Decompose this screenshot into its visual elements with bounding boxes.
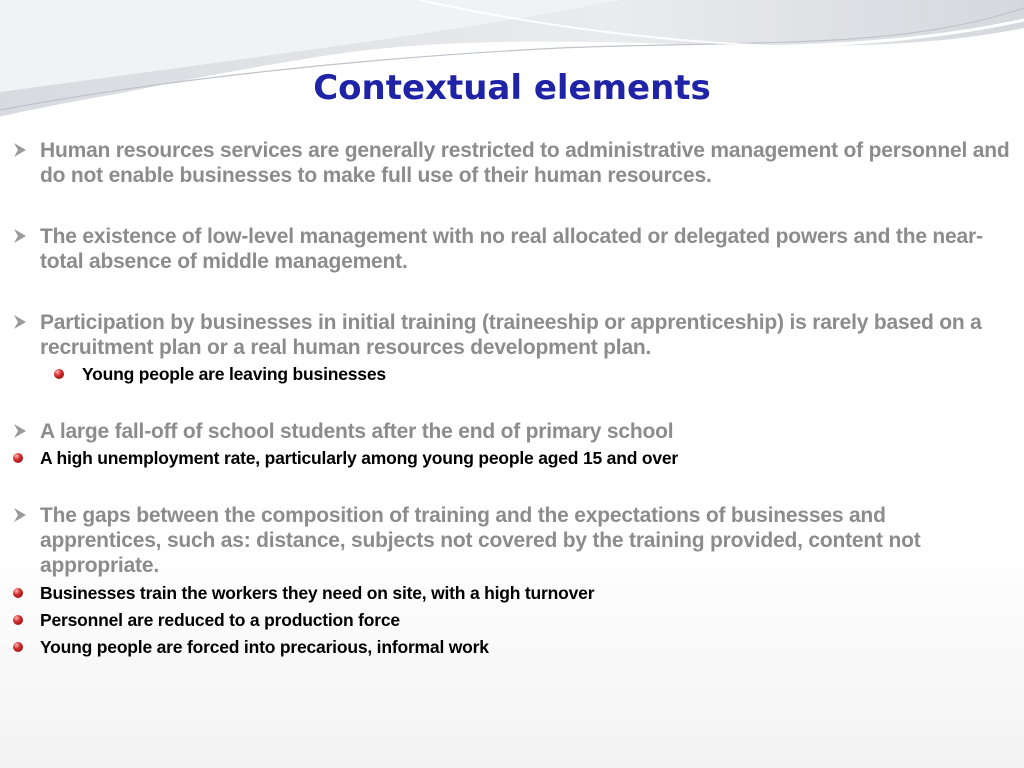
bullet-item: [12, 138, 1012, 188]
bullet-item: [12, 419, 1012, 444]
sub-bullet-item: [12, 609, 1012, 631]
bullet-text: The gaps between the composition of training and the expectations of businesses and apprentices, such as: distance, subjects not covered by the training provided, content not appropriate.: [40, 504, 921, 577]
bullet-text: The existence of low-level management with no real allocated or delegated powers and the near-total absence of middle management.: [40, 225, 983, 273]
sub-bullet-text: Young people are forced into precarious, informal work: [40, 637, 489, 657]
bullet-text: Human resources services are generally restricted to administrative management of personnel and do not enable businesses to make full use of their human resources.: [40, 139, 1010, 187]
red-sphere-icon: [13, 642, 23, 652]
bullet-text: A large fall-off of school students after the end of primary school: [40, 420, 674, 443]
sub-bullet-item: [12, 582, 1012, 604]
arrowhead-icon: [12, 420, 30, 442]
bullet-item: [12, 224, 1012, 274]
sub-bullet-text: Personnel are reduced to a production force: [40, 610, 400, 630]
bullet-list: [12, 138, 1012, 658]
sub-bullet-text: Young people are leaving businesses: [82, 364, 386, 384]
red-sphere-icon: [13, 453, 23, 463]
red-sphere-icon: [54, 369, 64, 379]
arrowhead-icon: [12, 225, 30, 247]
sub-bullet-text: A high unemployment rate, particularly among young people aged 15 and over: [40, 448, 679, 468]
sub-bullet-item: [12, 447, 1012, 469]
arrowhead-icon: [12, 311, 30, 333]
bullet-text: Participation by businesses in initial training (traineeship or apprenticeship) is rarely based on a recruitment plan or a real human resources development plan.: [40, 311, 982, 359]
red-sphere-icon: [13, 615, 23, 625]
arrowhead-icon: [12, 139, 30, 161]
bullet-item: [12, 310, 1012, 360]
slide-title: Contextual elements: [313, 68, 711, 108]
sub-bullet-text: Businesses train the workers they need on site, with a high turnover: [40, 583, 595, 603]
sub-bullet-item: [12, 636, 1012, 658]
arrowhead-icon: [12, 504, 30, 526]
sub-bullet-item: [12, 363, 1012, 385]
red-sphere-icon: [13, 588, 23, 598]
bullet-item: [12, 503, 1012, 578]
